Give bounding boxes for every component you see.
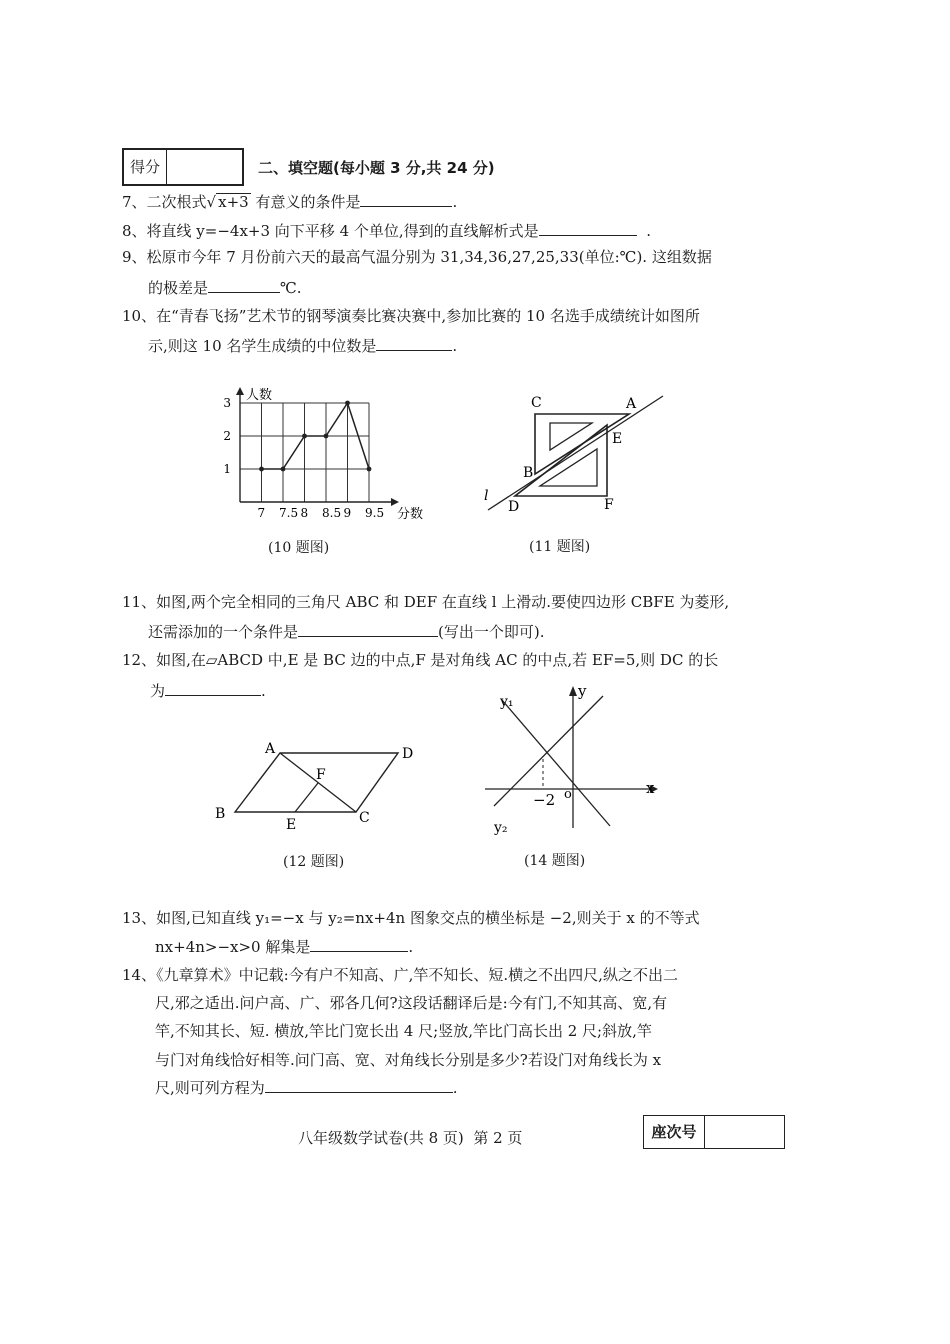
- q13-text: nx+4n>−x>0 解集是: [155, 938, 311, 956]
- question-13-line-2: [155, 937, 413, 957]
- x-tick-label: 8.5: [322, 506, 342, 520]
- question-11-line-2: [148, 622, 545, 642]
- x-tick-label: 7.5: [279, 506, 299, 520]
- label-e: E: [612, 431, 623, 447]
- q14-end: .: [452, 1079, 458, 1097]
- answer-blank-14[interactable]: [265, 1078, 453, 1093]
- label-b: B: [523, 465, 534, 481]
- q12-end: .: [261, 682, 266, 700]
- figure-11-diagram: [480, 388, 670, 518]
- data-point: [324, 434, 329, 439]
- seat-label: 座次号: [644, 1116, 705, 1148]
- label-b: B: [215, 806, 226, 822]
- x-axis-label: 分数: [397, 507, 424, 522]
- figure-12-caption: (12 题图): [283, 854, 345, 870]
- q7-end: .: [452, 193, 458, 211]
- chart-grid: [240, 403, 369, 502]
- q9-text: 的极差是: [148, 279, 209, 297]
- y-tick-label: 2: [223, 429, 231, 443]
- question-11-line-1: 11、如图,两个完全相同的三角尺 ABC 和 DEF 在直线 l 上滑动.要使四边形 CBFE 为菱形,: [122, 593, 730, 611]
- line-l: [488, 396, 663, 510]
- q10-end: .: [452, 337, 458, 355]
- label-a: A: [626, 396, 637, 412]
- question-14-line-3: 竿,不知其长、短. 横放,竿比门宽长出 4 尺;竖放,竿比门高长出 2 尺;斜放,竿: [155, 1022, 652, 1040]
- question-14-line-5: [155, 1078, 458, 1098]
- label-a: A: [265, 741, 276, 757]
- data-point: [259, 467, 264, 472]
- chart-axes: [236, 387, 399, 506]
- label-neg2: −2: [533, 791, 556, 809]
- x-tick-label: 9.5: [365, 506, 385, 520]
- label-l: l: [484, 488, 489, 504]
- q12-text: 为: [150, 682, 166, 700]
- label-e: E: [286, 817, 297, 833]
- figure-10-chart: [215, 376, 430, 526]
- x-tick-label: 8: [300, 506, 309, 520]
- x-tick-label: 7: [257, 506, 266, 520]
- x-tick-label: 9: [343, 506, 352, 520]
- label-origin: o: [564, 787, 572, 802]
- figure-11-caption: (11 题图): [529, 539, 591, 555]
- label-c: C: [531, 395, 542, 411]
- data-point: [281, 467, 286, 472]
- label-f: F: [316, 767, 326, 783]
- q7-radicand: x+3: [218, 193, 249, 211]
- score-box: [122, 148, 244, 186]
- question-10-line-2: [148, 336, 457, 356]
- page-footer: 八年级数学试卷(共 8 页) 第 2 页: [298, 1129, 523, 1147]
- data-point: [302, 434, 307, 439]
- data-point: [367, 467, 372, 472]
- q8-text: 8、将直线 y=−4x+3 向下平移 4 个单位,得到的直线解析式是: [122, 222, 539, 240]
- section-title: 二、填空题(每小题 3 分,共 24 分): [258, 159, 495, 177]
- question-12-line-2: [150, 681, 266, 701]
- question-9-line-2: [148, 278, 302, 298]
- figure-12-diagram: [205, 733, 430, 838]
- label-y1: y₁: [500, 694, 514, 710]
- x-axis-arrow: [391, 498, 399, 506]
- question-13-line-1: 13、如图,已知直线 y₁=−x 与 y₂=nx+4n 图象交点的横坐标是 −2,则关于 x 的不等式: [122, 909, 700, 927]
- line-y1: [502, 700, 610, 826]
- q8-end: .: [646, 222, 651, 240]
- q10-text: 示,则这 10 名学生成绩的中位数是: [148, 337, 377, 355]
- figure-10-caption: (10 题图): [268, 540, 330, 556]
- q7-text-2: 有意义的条件是: [255, 193, 361, 211]
- q7-text: 7、二次根式: [122, 193, 207, 211]
- question-9-line-1: 9、松原市今年 7 月份前六天的最高气温分别为 31,34,36,27,25,33(单位:℃). 这组数据: [122, 248, 712, 266]
- figure-14-caption: (14 题图): [524, 853, 586, 869]
- label-f: F: [604, 497, 614, 513]
- label-x: x: [646, 779, 655, 797]
- question-14-line-4: 与门对角线恰好相等.问门高、宽、对角线长分别是多少?若设门对角线长为 x: [155, 1051, 662, 1069]
- question-10-line-1: 10、在“青春飞扬”艺术节的钢琴演奏比赛决赛中,参加比赛的 10 名选手成绩统计如图所: [122, 307, 700, 325]
- question-7: 7、二次根式√ x+3 有意义的条件是 .: [122, 193, 458, 211]
- question-8: [122, 221, 651, 241]
- answer-blank-8[interactable]: [539, 221, 637, 236]
- label-d: D: [402, 746, 414, 762]
- label-c: C: [359, 810, 370, 826]
- y-tick-label: 3: [223, 396, 231, 410]
- q9-unit: ℃.: [280, 279, 302, 297]
- figure-14-diagram: [480, 678, 670, 838]
- answer-blank-12[interactable]: [165, 681, 261, 696]
- label-d: D: [508, 499, 520, 515]
- label-y2: y₂: [494, 820, 508, 836]
- q11-text: 还需添加的一个条件是: [148, 623, 299, 641]
- q14-text: 尺,则可列方程为: [155, 1079, 265, 1097]
- label-y: y: [578, 682, 587, 700]
- y-tick-label: 1: [223, 462, 231, 476]
- question-14-line-1: 14、《九章算术》中记载:今有户不知高、广,竿不知长、短.横之不出四尺,纵之不出二: [122, 966, 678, 984]
- q11-note: (写出一个即可).: [438, 623, 545, 641]
- y-axis-arrow: [236, 387, 244, 395]
- answer-blank-13[interactable]: [310, 937, 408, 952]
- y-axis-label: 人数: [246, 388, 273, 403]
- answer-blank-7[interactable]: [360, 192, 452, 207]
- answer-blank-10[interactable]: [376, 336, 452, 351]
- seat-number-box: [643, 1115, 785, 1149]
- answer-blank-11[interactable]: [298, 622, 438, 637]
- y-axis-arrow: [569, 686, 577, 696]
- question-14-line-2: 尺,邪之适出.问户高、广、邪各几何?这段话翻译后是:今有门,不知其高、宽,有: [155, 994, 668, 1012]
- question-12-line-1: 12、如图,在▱ABCD 中,E 是 BC 边的中点,F 是对角线 AC 的中点,若 EF=5,则 DC 的长: [122, 651, 719, 669]
- data-point: [345, 401, 350, 406]
- q13-end: .: [408, 938, 414, 956]
- answer-blank-9[interactable]: [208, 278, 280, 293]
- segment-ef: [295, 783, 318, 812]
- score-label: 得分: [124, 150, 167, 184]
